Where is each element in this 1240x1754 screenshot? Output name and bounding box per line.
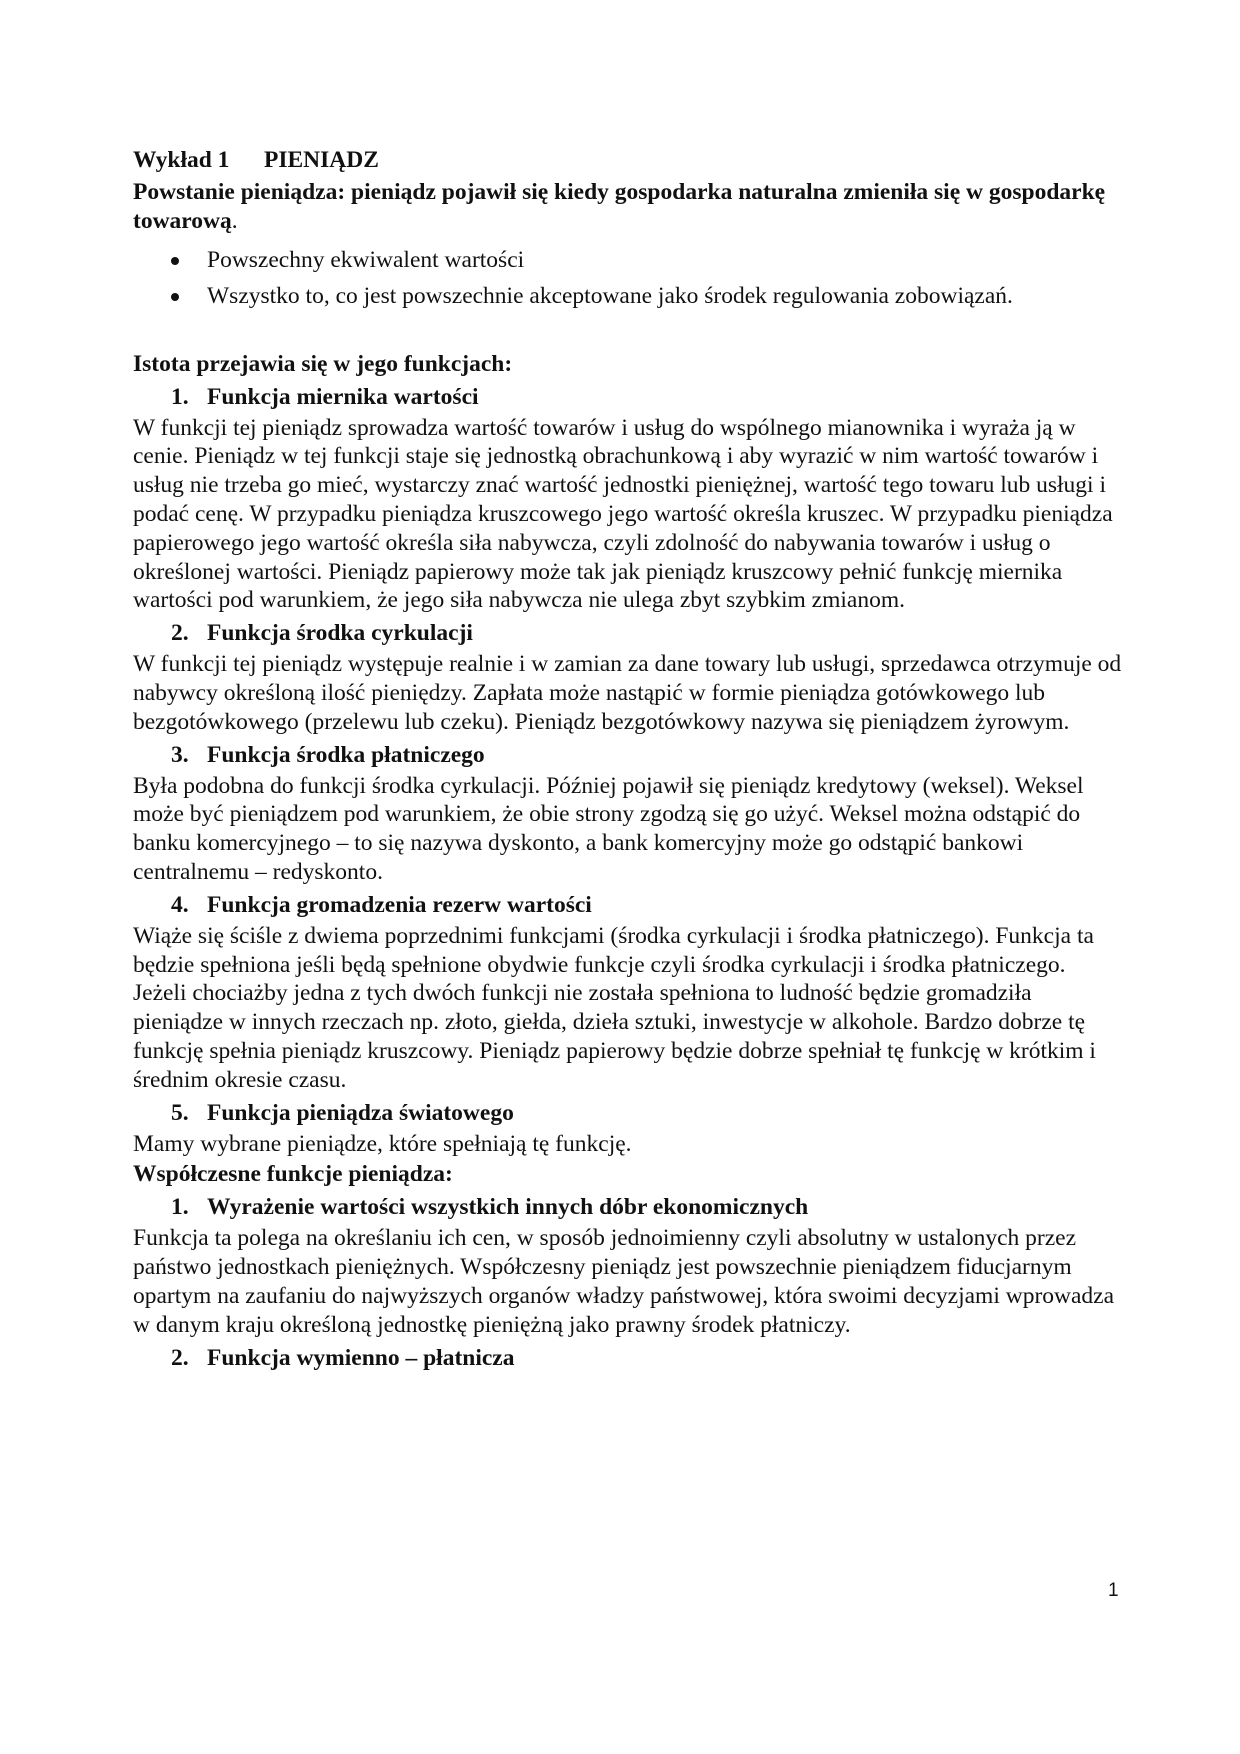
bullet-item bbox=[133, 278, 1123, 314]
item-title: Funkcja pieniądza światowego bbox=[207, 1099, 514, 1126]
item-number: 4. bbox=[171, 891, 189, 918]
page-number: 1 bbox=[1108, 1580, 1119, 1601]
intro-paragraph bbox=[133, 178, 1123, 236]
bullet-text: Powszechny ekwiwalent wartości bbox=[207, 246, 525, 273]
item-paragraph: Była podobna do funkcji środka cyrkulacji. Później pojawił się pieniądz kredytowy (weksel). Weksel może być pieniądzem pod warunkiem, że obie strony zgodzą się go użyć. Weksel można odstąpić do banku komercyjnego – to się nazywa dyskonto, a bank komercyjny może go odstąpić bankowi centralnemu – redyskonto. bbox=[133, 772, 1084, 885]
item-title: Funkcja miernika wartości bbox=[207, 383, 479, 410]
item-title: Funkcja środka płatniczego bbox=[207, 741, 485, 768]
intro-bold-text: Powstanie pieniądza: pieniądz pojawił się kiedy gospodarka naturalna zmieniła się w gospodarkę towarową bbox=[133, 179, 1106, 234]
item-title: Funkcja gromadzenia rezerw wartości bbox=[207, 891, 592, 918]
item-heading bbox=[133, 381, 1123, 414]
item-number: 3. bbox=[171, 741, 189, 768]
section-heading: Współczesne funkcje pieniądza: bbox=[133, 1161, 453, 1188]
item-number: 2. bbox=[171, 1344, 189, 1371]
bullet-item bbox=[133, 242, 1123, 278]
lecture-title: PIENIĄDZ bbox=[264, 147, 379, 173]
item-paragraph: Funkcja ta polega na określaniu ich cen, w sposób jednoimienny czyli absolutny w ustalonych przez państwo jednostkach pieniężnych. Współczesny pieniądz jest powszechnie pieniądzem fiducjarnym opartym na zaufaniu do najwyższych organów władzy państwowej, która swoimi decyzjami wprowadza w danym kraju określoną jednostkę pieniężną jako prawny środek płatniczy. bbox=[133, 1225, 1115, 1338]
item-title: Wyrażenie wartości wszystkich innych dóbr ekonomicznych bbox=[207, 1194, 809, 1221]
intro-end: . bbox=[231, 207, 238, 234]
lecture-title-line bbox=[133, 143, 1123, 178]
item-heading bbox=[133, 1097, 1123, 1130]
item-title: Funkcja środka cyrkulacji bbox=[207, 620, 473, 647]
item-number: 1. bbox=[171, 383, 189, 410]
document-body bbox=[133, 143, 1123, 1375]
bullet-icon bbox=[171, 293, 179, 301]
item-heading bbox=[133, 1191, 1123, 1224]
section-heading: Istota przejawia się w jego funkcjach: bbox=[133, 350, 513, 377]
item-paragraph: Wiąże się ściśle z dwiema poprzednimi funkcjami (środka cyrkulacji i środka płatniczego). Funkcja ta będzie spełniona jeśli będą spełnione obydwie funkcje czyli środka cyrkulacji i środka płatniczego. Jeżeli chociażby jedna z tych dwóch funkcji nie została spełniona to ludność będzie gromadziła pieniądze w innych rzeczach np. złoto, giełda, dzieła sztuki, inwestycje w alkohole. Bardzo dobrze tę funkcję spełnia pieniądz kruszcowy. Pieniądz papierowy będzie dobrze spełniał tę funkcję w krótkim i średnim okresie czasu. bbox=[133, 922, 1096, 1093]
item-number: 5. bbox=[171, 1099, 189, 1126]
item-paragraph: Mamy wybrane pieniądze, które spełniają tę funkcję. bbox=[133, 1130, 632, 1157]
item-number: 1. bbox=[171, 1194, 189, 1221]
bullet-icon bbox=[171, 257, 179, 265]
item-heading bbox=[133, 617, 1123, 650]
item-heading bbox=[133, 1342, 1123, 1375]
bullet-list bbox=[133, 242, 1123, 314]
item-title: Funkcja wymienno – płatnicza bbox=[207, 1344, 515, 1371]
item-paragraph: W funkcji tej pieniądz występuje realnie i w zamian za dane towary lub usługi, sprzedawca otrzymuje od nabywcy określoną ilość pieniędzy. Zapłata może nastąpić w formie pieniądza gotówkowego lub bezgotówkowego (przelewu lub czeku). Pieniądz bezgotówkowy nazywa się pieniądzem żyrowym. bbox=[133, 651, 1122, 735]
item-paragraph: W funkcji tej pieniądz sprowadza wartość towarów i usług do wspólnego mianownika i wyraża ją w cenie. Pieniądz w tej funkcji staje się jednostką obrachunkową i aby wyrazić w nim wartość towarów i usług nie trzeba go mieć, wystarczy znać wartość jednostki pieniężnej, wartość tego towaru lub usługi i podać cenę. W przypadku pieniądza kruszcowego jego wartość określa kruszec. W przypadku pieniądza papierowego jego wartość określa siła nabywcza, czyli zdolność do nabywania towarów i usług o określonej wartości. Pieniądz papierowy może tak jak pieniądz kruszcowy pełnić funkcję miernika wartości pod warunkiem, że jego siła nabywcza nie ulega zbyt szybkim zmianom. bbox=[133, 414, 1113, 614]
lecture-label: Wykład 1 bbox=[133, 147, 230, 173]
bullet-text: Wszystko to, co jest powszechnie akceptowane jako środek regulowania zobowiązań. bbox=[207, 282, 1013, 309]
item-heading bbox=[133, 889, 1123, 922]
item-heading bbox=[133, 739, 1123, 772]
item-number: 2. bbox=[171, 620, 189, 647]
